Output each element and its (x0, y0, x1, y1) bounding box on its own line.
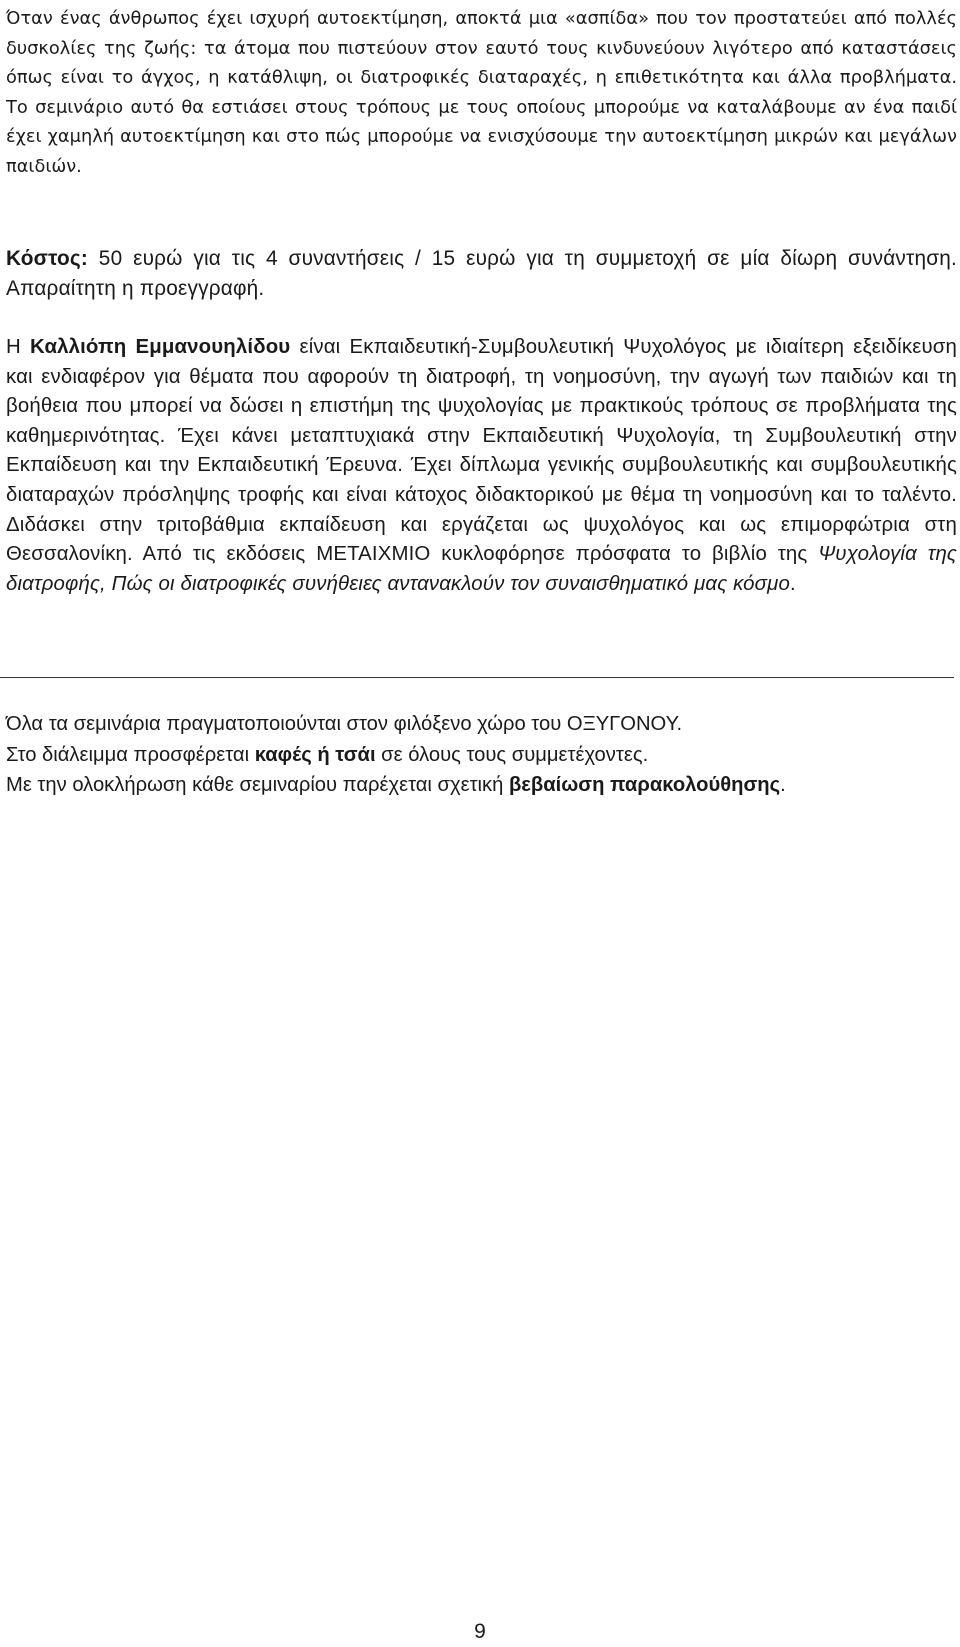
intro-text-1: Όταν ένας άνθρωπος έχει ισχυρή αυτοεκτίμηση, αποκτά μια «ασπίδα» που τον προστατεύει από πολλές δυσκολίες της ζωής: τα άτομα που πιστεύουν στον εαυτό τους κινδυνεύουν λιγότερο από καταστάσεις όπως είναι το άγχος, η κατάθλιψη, οι διατροφικές διαταραχές, η επιθετικότητα και άλλα προβλήματα. (6, 8, 957, 89)
certificate-note-pre: Με την ολοκλήρωση κάθε σεμιναρίου παρέχεται σχετική (6, 774, 509, 796)
horizontal-divider (0, 677, 954, 678)
bio-prefix: Η (6, 336, 31, 358)
venue-note-text: Όλα τα σεμινάρια πραγματοποιούνται στον φιλόξενο χώρο του ΟΞΥΓΟΝΟΥ. (6, 713, 683, 735)
break-note-post: σε όλους τους συμμετέχοντες. (375, 743, 649, 766)
break-note-pre: Στο διάλειμμα προσφέρεται (6, 743, 255, 766)
footer-notes (6, 709, 957, 801)
intro-paragraph (6, 4, 957, 182)
bio-end: . (789, 572, 796, 595)
certificate-note (6, 770, 957, 801)
venue-note (6, 709, 957, 740)
page-number: 9 (474, 1620, 486, 1643)
intro-text-2: Το σεμινάριο αυτό θα εστιάσει στους τρόπους με τους οποίους μπορούμε να καταλάβουμε αν ένα παιδί έχει χαμηλή αυτοεκτίμηση και στο πώς μπορούμε να ενισχύσουμε την αυτοεκτίμηση μικρών και μεγάλων παιδιών. (6, 96, 957, 177)
instructor-name: Καλλιόπη Εμμανουηλίδου (30, 336, 291, 358)
instructor-bio-paragraph (6, 333, 957, 599)
bio-text: είναι Εκπαιδευτική-Συμβουλευτική Ψυχολόγος με ιδιαίτερη εξειδίκευση και ενδιαφέρον για θέματα που αφορούν τη διατροφή, τη νοημοσύνη, την αγωγή των παιδιών και τη βοήθεια που μπορεί να δώσει η επιστήμη της ψυχολογίας με πρακτικούς τρόπους σε προβλήματα της καθημερινότητας. Έχει κάνει μεταπτυχιακά στην Εκπαιδευτική Ψυχολογία, τη Συμβουλευτική στην Εκπαίδευση και την Εκπαιδευτική Έρευνα. Έχει δίπλωμα γενικής συμβουλευτικής και συμβουλευτικής διαταραχών πρόσληψης τροφής και είναι κάτοχος διδακτορικού με θέμα τη νοημοσύνη και το ταλέντο. Διδάσκει στην τριτοβάθμια εκπαίδευση και εργάζεται ως ψυχολόγος και ως επιμορφώτρια στη Θεσσαλονίκη. Από τις εκδόσεις ΜΕΤΑΙΧΜΙΟ κυκλοφόρησε πρόσφατα το βιβλίο της (6, 336, 957, 566)
certificate-note-bold: βεβαίωση παρακολούθησης (508, 774, 781, 796)
cost-label: Κόστος: (6, 247, 89, 270)
break-note (6, 740, 957, 771)
cost-text: 50 ευρώ για τις 4 συναντήσεις / 15 ευρώ για τη συμμετοχή σε μία δίωρη συνάντηση. Απαραίτητη η προεγγραφή. (6, 247, 957, 300)
book-title: Ψυχολογία της διατροφής, Πώς οι διατροφικές συνήθειες αντανακλούν τον συναισθηματικό μας κόσμο (6, 543, 958, 595)
cost-paragraph (6, 244, 957, 303)
certificate-note-post: . (780, 774, 786, 796)
break-note-bold: καφές ή τσάι (254, 743, 376, 766)
